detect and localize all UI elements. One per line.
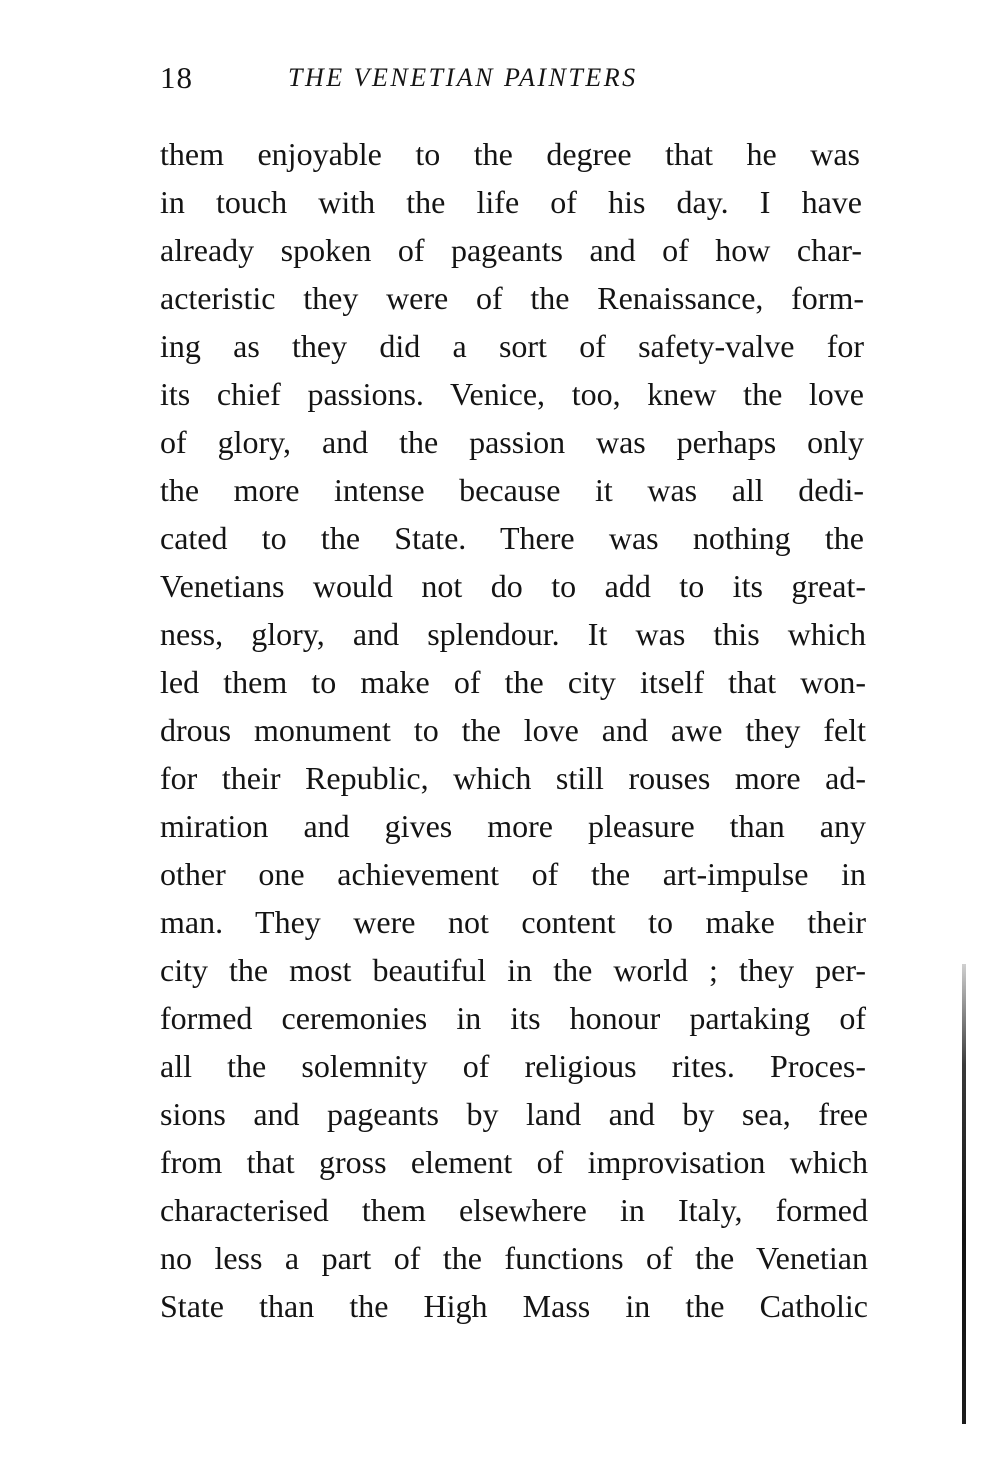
text-line: no less a part of the functions of the Venetian <box>160 1240 868 1276</box>
text-line: ness, glory, and splendour. It was this which <box>160 616 866 652</box>
text-line: Venetians would not do to add to its great- <box>160 568 866 604</box>
text-line: ing as they did a sort of safety-valve for <box>160 328 864 364</box>
text-line: acteristic they were of the Renaissance, form- <box>160 280 864 316</box>
text-line: for their Republic, which still rouses more ad- <box>160 760 866 796</box>
text-line: already spoken of pageants and of how char- <box>160 232 862 268</box>
text-line: formed ceremonies in its honour partaking of <box>160 1000 866 1036</box>
text-line: them enjoyable to the degree that he was <box>160 136 860 172</box>
text-line: led them to make of the city itself that won- <box>160 664 866 700</box>
text-line: city the most beautiful in the world ; they per- <box>160 952 866 988</box>
text-line: of glory, and the passion was perhaps only <box>160 424 864 460</box>
page-number: 18 <box>160 60 193 95</box>
text-line: miration and gives more pleasure than any <box>160 808 866 844</box>
text-line: State than the High Mass in the Catholic <box>160 1288 868 1324</box>
body-text <box>160 132 868 1332</box>
text-line: cated to the State. There was nothing the <box>160 520 864 556</box>
text-line: all the solemnity of religious rites. Proces- <box>160 1048 866 1084</box>
text-line: other one achievement of the art-impulse in <box>160 856 866 892</box>
text-line: drous monument to the love and awe they felt <box>160 712 866 748</box>
text-line: characterised them elsewhere in Italy, formed <box>160 1192 868 1228</box>
text-line: its chief passions. Venice, too, knew the love <box>160 376 864 412</box>
text-line: the more intense because it was all dedi- <box>160 472 864 508</box>
running-head <box>160 56 860 100</box>
text-line: man. They were not content to make their <box>160 904 866 940</box>
page-edge-shadow <box>962 964 966 1424</box>
text-line: in touch with the life of his day. I have <box>160 184 862 220</box>
running-title: THE VENETIAN PAINTERS <box>288 63 638 92</box>
text-line: sions and pageants by land and by sea, free <box>160 1096 868 1132</box>
text-line: from that gross element of improvisation which <box>160 1144 868 1180</box>
